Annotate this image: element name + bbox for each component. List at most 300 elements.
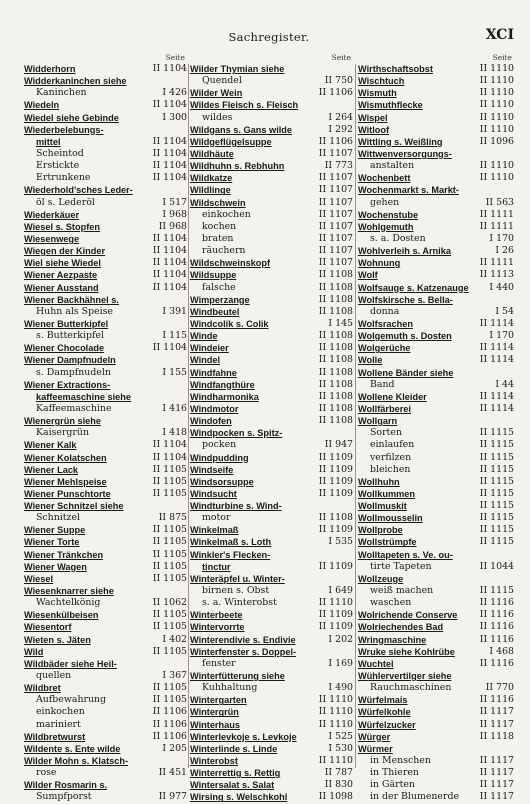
entry-term: räuchern [202,245,246,257]
entry-term: Wiener Kalk [24,440,77,451]
entry-page-ref: II 1108 [318,512,353,524]
entry-term: Wildgans s. Gans wilde [190,124,293,135]
index-entry [190,136,353,148]
entry-term: Erstickte [36,160,80,172]
entry-page-ref: I 418 [162,427,187,439]
entry-term: Wochenmarkt s. Markt- [358,185,459,196]
entry-page-ref: II 1104 [152,63,187,74]
index-entry [24,549,187,561]
entry-term: Wolrichende Conserve [358,610,458,621]
entry-page-ref: II 1044 [479,560,514,572]
index-entry [190,597,353,609]
entry-term: Wohlverleih s. Arnika [358,246,451,257]
entry-term: kaffeemaschine siehe [36,391,131,402]
index-entry [358,294,514,306]
index-entry [190,743,353,755]
entry-term: Wiel siehe Wiedel [24,258,101,269]
index-entry [24,464,187,476]
index-entry [190,585,353,597]
entry-term: Wiesenwege [24,233,80,244]
entry-page-ref: II 1107 [318,172,353,184]
entry-term: Wiener Kolatschen [24,452,107,463]
entry-page-ref: II 1116 [479,694,514,706]
index-entry [190,342,353,354]
entry-term: Wiener Torte [24,537,80,548]
index-entry [190,427,353,439]
page-column-label: Seite [331,53,351,62]
index-entry [24,621,187,633]
entry-term: Würger [358,731,391,742]
entry-page-ref: II 1116 [479,657,514,669]
entry-term: Sumpfporst [36,791,92,803]
entry-page-ref: I 468 [489,645,514,657]
index-entry [190,719,353,731]
entry-term: Windturbine s. Wind- [190,501,282,512]
entry-term: Windcolik s. Colik [190,318,269,329]
entry-term: falsche [202,281,236,293]
entry-term: Wintergrün [190,707,239,718]
index-entry [358,621,514,633]
index-entry [24,682,187,694]
index-entry [24,719,187,731]
entry-page-ref: I 292 [328,123,353,135]
entry-term: pocken [202,439,237,451]
entry-term: s. a. Dosten [370,232,426,244]
entry-page-ref: II 1117 [479,718,514,730]
entry-page-ref: II 1106 [152,706,187,718]
entry-term: Winterrettig s. Rettig [190,768,281,779]
index-entry [358,658,514,670]
entry-term: Witloof [358,124,390,135]
entry-term: Wiener Butterkipfel [24,318,109,329]
index-entry [190,476,353,488]
index-entry [24,354,187,366]
entry-term: Wiederhold'sches Leder- [24,185,133,196]
entry-term: Wischtuch [358,76,405,87]
entry-page-ref: II 1110 [479,87,514,99]
entry-page-ref: II 1105 [152,524,187,536]
index-entry [24,257,187,269]
index-entry [190,500,353,512]
entry-term: tinctur [202,561,231,572]
index-entry [24,306,187,318]
entry-page-ref: II 1105 [152,609,187,621]
entry-term: Wildsuppe [190,270,237,281]
page-column-label: Seite [165,53,185,62]
entry-term: Wildes Fleisch s. Fleisch [190,100,299,111]
entry-term: Aufbewahrung [36,694,107,706]
entry-term: Wiesentorf [24,622,72,633]
entry-term: Wiener Tränkchen [24,549,104,560]
entry-term: weiß machen [370,585,434,597]
index-entry [24,172,187,184]
index-entry [358,330,514,342]
index-entry [190,549,353,561]
index-entry [358,282,514,294]
entry-term: quellen [36,670,72,682]
index-entry [358,609,514,621]
index-entry [190,318,353,330]
entry-term: Ertrunkene [36,172,91,184]
index-entry [358,148,514,160]
entry-term: Wolriechendes Bad [358,622,444,633]
index-entry [190,63,353,75]
index-entry [190,706,353,718]
index-entry [190,306,353,318]
index-entry [358,379,514,391]
entry-term: Wildkatze [190,173,233,184]
entry-page-ref: I 391 [162,305,187,317]
index-entry [24,524,187,536]
entry-page-ref: I 26 [495,245,514,257]
index-entry [190,561,353,573]
index-entry [190,330,353,342]
entry-term: Wollene Kleider [358,391,427,402]
entry-term: Wintervorrte [190,622,245,633]
entry-page-ref: II 1110 [479,99,514,111]
index-entry [358,524,514,536]
index-entry [190,682,353,694]
entry-page-ref: II 1106 [152,718,187,730]
entry-term: einkochen [202,208,251,220]
entry-term: Wochenstube [358,209,419,220]
index-entry [24,136,187,148]
entry-term: Wispel [358,112,388,123]
entry-term: Wiener Extractions- [24,379,111,390]
entry-term: Wilder Mohn s. Klatsch- [24,756,129,767]
entry-term: tirte Tapeten [370,560,432,572]
entry-term: Würfelmais [358,695,408,706]
index-entry [190,245,353,257]
entry-page-ref: II 1117 [479,767,514,779]
index-entry [24,221,187,233]
entry-term: fenster [202,657,236,669]
page-column-label: Seite [492,53,512,62]
entry-term: Wieten s. Jäten [24,634,91,645]
entry-page-ref: II 1109 [318,609,353,621]
index-entry [24,452,187,464]
index-entry [190,767,353,779]
entry-term: Sorten [370,427,402,439]
entry-term: Quendel [202,75,242,87]
entry-term: Wochenbett [358,173,411,184]
entry-page-ref: II 1110 [318,718,353,730]
entry-term: Winkler's Flecken- [190,549,271,560]
entry-term: Wilder Thymian siehe [190,64,285,74]
entry-term: s. Dampfnudeln [36,366,111,378]
entry-term: in der Blumenerde [370,791,460,803]
index-entry [358,415,514,427]
entry-page-ref: II 1114 [479,354,514,366]
entry-page-ref: II 1104 [152,160,187,172]
entry-page-ref: II 1117 [479,791,514,803]
index-entry [358,731,514,743]
index-entry [358,184,514,196]
entry-term: verfilzen [370,451,412,463]
index-entry [24,646,187,658]
entry-page-ref: II 1109 [318,560,353,572]
entry-term: Wolfsrachen [358,318,413,329]
index-entry [358,476,514,488]
entry-page-ref: I 205 [162,742,187,754]
entry-page-ref: II 1104 [152,257,187,269]
entry-page-ref: II 1104 [152,172,187,184]
entry-page-ref: II 1116 [479,609,514,621]
entry-page-ref: II 1110 [318,706,353,718]
index-entry [24,197,187,209]
entry-term: birnen s. Obst [202,585,270,597]
entry-page-ref: II 773 [324,160,353,172]
index-entry [190,658,353,670]
entry-term: Widderhorn [24,64,76,74]
entry-page-ref: II 1118 [479,730,514,742]
entry-page-ref: II 968 [158,220,187,232]
index-entry [358,464,514,476]
entry-term: Winterfenster s. Doppel- [190,646,297,657]
entry-page-ref: II 1107 [318,147,353,159]
index-entry [24,609,187,621]
entry-page-ref: II 1104 [152,281,187,293]
entry-term: Wildhäute [190,148,234,159]
entry-page-ref: II 1110 [479,123,514,135]
entry-term: Windpocken s. Spitz- [190,428,283,439]
entry-page-ref: I 115 [162,330,187,342]
index-entry [190,257,353,269]
entry-page-ref: II 1108 [318,269,353,281]
index-entry [358,682,514,694]
entry-page-ref: II 1109 [318,475,353,487]
index-entry [358,221,514,233]
entry-term: Wiedel siehe Gebinde [24,112,119,123]
index-entry [358,597,514,609]
index-entry [24,536,187,548]
index-column-3 [358,52,514,804]
index-entry [190,731,353,743]
entry-term: Wuchtel [358,658,394,669]
entry-term: Wiener Lack [24,464,79,475]
index-entry [190,209,353,221]
entry-page-ref: II 1108 [318,366,353,378]
entry-term: Wimperzange [190,294,250,305]
index-entry [190,99,353,111]
entry-term: donna [370,305,400,317]
index-entry [358,75,514,87]
entry-term: Winterendivie s. Endivie [190,634,296,645]
entry-term: Band [370,378,395,390]
index-entry [24,294,187,306]
index-entry [358,488,514,500]
index-entry [358,549,514,561]
entry-term: Wildbäder siehe Heil- [24,658,117,669]
index-entry [358,354,514,366]
entry-page-ref: II 1111 [479,220,514,232]
entry-term: Wiesenkülbeisen [24,610,99,621]
entry-term: Schnitzel [36,512,81,524]
entry-term: Winteräpfel u. Winter- [190,573,285,584]
entry-page-ref: II 1108 [318,305,353,317]
entry-term: Würfelkohle [358,707,411,718]
entry-term: Wilder Wein [190,88,243,99]
entry-term: Wollfärberei [358,403,411,414]
entry-term: Winterfütterung siehe [190,671,285,682]
entry-term: Windmotor [190,403,239,414]
entry-page-ref: I 264 [328,111,353,123]
page-number: XCI [485,27,514,43]
entry-term: in Menschen [370,755,431,767]
entry-page-ref: II 1115 [479,536,514,548]
entry-term: Winterlevkoje s. Levkoje [190,731,297,742]
entry-term: Wolle [358,355,383,366]
entry-term: Wollprobe [358,525,403,536]
index-entry [190,172,353,184]
index-entry [24,415,187,427]
entry-page-ref: II 1115 [479,427,514,439]
index-entry [24,694,187,706]
entry-page-ref: II 451 [158,767,187,779]
entry-page-ref: II 1114 [479,342,514,354]
entry-page-ref: II 1104 [152,135,187,147]
index-entry [190,197,353,209]
entry-term: in Thieren [370,767,419,779]
index-entry [24,233,187,245]
entry-term: Winterbeete [190,610,243,621]
index-entry [24,779,187,791]
index-entry [358,634,514,646]
index-entry [24,63,187,75]
index-entry [358,743,514,755]
entry-page-ref: I 535 [328,536,353,548]
index-entry [358,257,514,269]
entry-page-ref: II 1105 [152,621,187,633]
entry-page-ref: II 1104 [152,99,187,111]
entry-term: Huhn als Speise [36,305,113,317]
entry-page-ref: II 1109 [318,621,353,633]
entry-page-ref: II 1115 [479,512,514,524]
entry-term: Wiener Chocolade [24,343,105,354]
entry-term: Wildbret [24,683,61,694]
entry-page-ref: II 977 [158,791,187,803]
entry-term: Windharmonika [190,391,259,402]
entry-page-ref: I 300 [162,111,187,123]
entry-term: Wienergrün siehe [24,416,102,427]
entry-page-ref: II 1108 [318,402,353,414]
entry-page-ref: I 530 [328,742,353,754]
page-title: Sachregister. [228,30,310,44]
entry-term: Winterobst [190,756,238,767]
entry-page-ref: II 1106 [318,135,353,147]
entry-term: Windseife [190,464,234,475]
index-entry [190,536,353,548]
entry-term: Winkelmaß s. Loth [190,537,272,548]
entry-term: Wollzeuge [358,573,404,584]
entry-page-ref: II 1115 [479,451,514,463]
entry-page-ref: II 1111 [479,257,514,269]
entry-page-ref: II 1109 [318,451,353,463]
entry-page-ref: II 1105 [152,560,187,572]
index-entry [358,197,514,209]
entry-term: Wilder Rosmarin s. [24,780,108,791]
index-entry [24,755,187,767]
index-entry [190,464,353,476]
entry-page-ref: II 1105 [152,536,187,548]
index-entry [358,172,514,184]
entry-page-ref: II 1107 [318,196,353,208]
entry-term: Winterhaus [190,719,240,730]
entry-term: Wiener Backhähnel s. [24,294,119,305]
entry-term: Windsorsuppe [190,476,254,487]
entry-term: Wiener Punschtorte [24,488,111,499]
entry-page-ref: II 1104 [152,439,187,451]
entry-term: Wild [24,646,44,657]
entry-page-ref: II 1105 [152,475,187,487]
entry-term: s. Butterkipfel [36,330,104,342]
entry-term: waschen [370,597,412,609]
index-entry [358,694,514,706]
entry-term: Wildgeflügelsuppe [190,136,272,147]
entry-page-ref: II 1106 [152,730,187,742]
index-entry [358,233,514,245]
page-header [24,27,514,48]
entry-page-ref: II 1115 [479,487,514,499]
entry-term: Wiesel s. Stopfen [24,221,100,232]
entry-term: Wollene Bänder siehe [358,367,454,378]
entry-term: kochen [202,220,237,232]
entry-term: Windbeutel [190,306,240,317]
entry-term: wildes [202,111,233,123]
entry-term: Wiegen der Kinder [24,246,106,257]
entry-page-ref: II 1108 [318,354,353,366]
index-entry [358,87,514,99]
index-entry [190,609,353,621]
index-entry [358,500,514,512]
entry-page-ref: I 170 [489,330,514,342]
index-entry [190,452,353,464]
index-entry [24,767,187,779]
entry-page-ref: I 440 [489,281,514,293]
entry-term: Kaffeemaschine [36,402,112,414]
entry-term: Kuhhaltung [202,682,258,694]
entry-term: Wismuthflecke [358,100,423,111]
entry-page-ref: II 1105 [152,645,187,657]
entry-term: Wiener Ausstand [24,282,99,293]
index-entry [190,367,353,379]
entry-page-ref: II 1107 [318,184,353,196]
entry-term: Wolfsauge s. Katzenauge [358,282,469,293]
index-entry [24,75,187,87]
index-entry [24,670,187,682]
entry-page-ref: II 1115 [479,463,514,475]
entry-term: einlaufen [370,439,415,451]
entry-page-ref: II 1104 [152,269,187,281]
entry-term: mariniert [36,718,81,730]
entry-term: Wiesenknarrer siehe [24,586,114,597]
index-entry [190,755,353,767]
entry-term: Wiener Aezpaste [24,270,98,281]
entry-term: Widderkaninchen siehe [24,76,127,87]
entry-term: rose [36,767,57,779]
index-entry [358,318,514,330]
entry-page-ref: II 1110 [479,75,514,87]
index-entry [358,706,514,718]
entry-page-ref: II 1105 [152,694,187,706]
entry-term: Wildbretwurst [24,731,86,742]
column-divider [188,64,189,768]
index-entry [190,488,353,500]
index-entry [190,221,353,233]
index-entry [190,791,353,803]
index-entry [24,124,187,136]
entry-term: Wolfskirsche s. Bella- [358,294,453,305]
